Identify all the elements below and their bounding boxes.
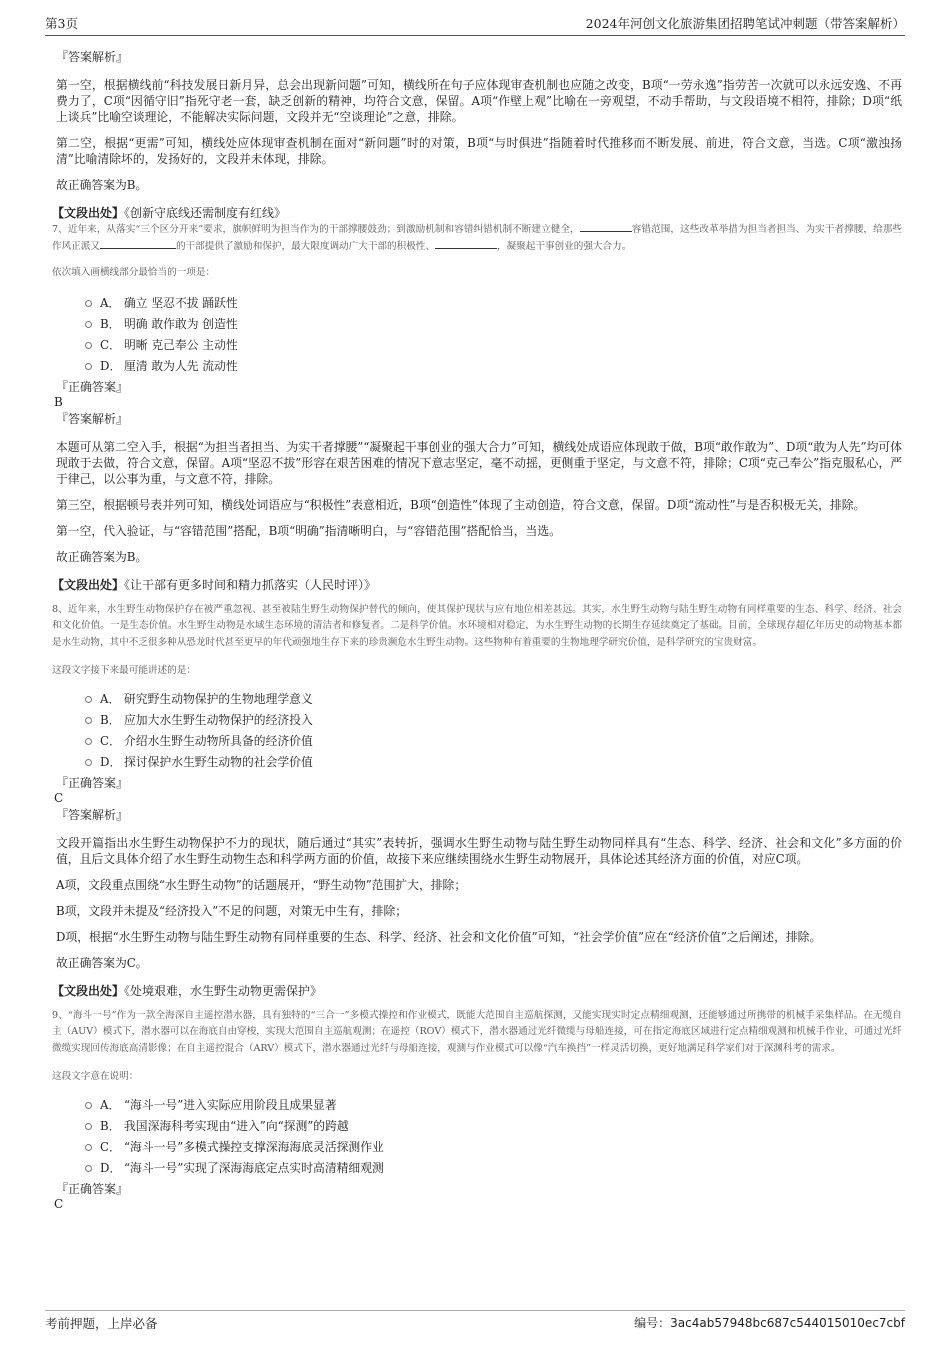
radio-icon[interactable]	[85, 738, 92, 745]
option-d[interactable]: D． 探讨保护水生野生动物的社会学价值	[85, 751, 902, 772]
blank-line	[580, 222, 632, 232]
option-d[interactable]: D． “海斗一号”实现了深海海底定点实时高清精细观测	[85, 1157, 902, 1178]
radio-icon[interactable]	[85, 1102, 92, 1109]
option-c[interactable]: C． 介绍水生野生动物所具备的经济价值	[85, 730, 902, 751]
option-d[interactable]: D． 厘清 敢为人先 流动性	[85, 355, 902, 376]
option-b[interactable]: B． 明确 敢作敢为 创造性	[85, 313, 902, 334]
blank-line	[100, 239, 176, 249]
option-list	[85, 1094, 902, 1178]
analysis-label: 『答案解析』	[56, 411, 129, 426]
radio-icon[interactable]	[85, 342, 92, 349]
option-c[interactable]: C． “海斗一号”多模式操控支撑深海海底灵活探测作业	[85, 1136, 902, 1157]
source-title: 《创新守底线还需制度有红线》	[124, 206, 287, 220]
option-list	[85, 292, 902, 376]
option-a[interactable]: A． 研究野生动物保护的生物地理学意义	[85, 688, 902, 709]
option-list	[85, 688, 902, 772]
stem-text: 7、近年来，从落实“三个区分开来”要求，旗帜鲜明为担当作为的干部撑腰鼓劲；到激励机制和容错纠错机制不断建立健全，	[52, 224, 580, 235]
question-prompt: 这段文字意在说明：	[52, 1071, 139, 1082]
analysis-label: 『答案解析』	[56, 807, 129, 822]
analysis-paragraph: 第二空，根据“更需”可知，横线处应体现审查机制在面对“新问题”时的对策，B项“与时俱进”指随着时代推移而不断发展、前进，符合文意，当选。C项“激浊扬清”比喻清除坏的，发扬好的，文段并未体现，排除。	[56, 136, 902, 166]
option-b[interactable]: B． 我国深海科考实现由“进入”向“探测”的跨越	[85, 1115, 902, 1136]
page-header	[45, 14, 905, 36]
answer-value: C	[54, 790, 64, 805]
answer-value: B	[54, 394, 63, 409]
radio-icon[interactable]	[85, 759, 92, 766]
footer-code	[634, 1314, 905, 1331]
blank-line	[435, 239, 497, 249]
radio-icon[interactable]	[85, 717, 92, 724]
question-stem	[52, 222, 902, 255]
analysis-conclusion: 故正确答案为B。	[56, 178, 148, 192]
answer-label: 『正确答案』	[56, 775, 129, 790]
radio-icon[interactable]	[85, 363, 92, 370]
option-a[interactable]: A． 确立 坚忍不拔 踊跃性	[85, 292, 902, 313]
source-line	[52, 204, 902, 221]
analysis-conclusion: 故正确答案为B。	[56, 549, 148, 564]
stem-text: ，凝聚起干事创业的强大合力。	[497, 240, 632, 252]
radio-icon[interactable]	[85, 1144, 92, 1151]
page-content	[52, 44, 902, 1211]
code-label: 编号：	[634, 1316, 671, 1330]
source-label: 【文段出处】	[52, 983, 125, 998]
radio-icon[interactable]	[85, 1165, 92, 1172]
page-footer	[45, 1310, 905, 1334]
radio-icon[interactable]	[85, 321, 92, 328]
answer-value: C	[54, 1196, 64, 1211]
stem-text: 的干部提供了激励和保护，最大限度调动广大干部的积极性、	[175, 240, 435, 252]
code-value: 3ac4ab57948bc687c544015010ec7cbf	[670, 1316, 905, 1330]
analysis-paragraph: 第一空，代入验证，与“容错范围”搭配，B项“明确”指清晰明白，与“容错范围”搭配恰当，当选。	[56, 523, 561, 538]
analysis-paragraph: 文段开篇指出水生野生动物保护不力的现状，随后通过“其实”表转折，强调水生野生动物与陆生野生动物同样具有“生态、科学、经济、社会和文化”多方面的价值，且后文具体介绍了水生野生动物生态和科学两方面的价值，故接下来应继续围绕水生野生动物展开，具体论述其经济方面的价值，对应C项。	[56, 835, 902, 866]
analysis-paragraph: 第三空，根据顿号表并列可知，横线处词语应与“积极性”表意相近，B项“创造性”体现了主动创造，符合文意，保留。D项“流动性”与是否积极无关，排除。	[56, 497, 866, 512]
answer-label: 『正确答案』	[56, 1181, 129, 1196]
analysis-paragraph: 第一空，根据横线前“科技发展日新月异，总会出现新问题”可知，横线所在句子应体现审查机制也应随之改变，B项“一劳永逸”指劳苦一次就可以永远安逸、不再费力了，C项“因循守旧”指死守老一套，缺乏创新的精神，均符合文意，保留。A项“作壁上观”比喻在一旁观望，不动手帮助，与文段语境不相符，排除；D项“纸上谈兵”比喻空谈理论，不能解决实际问题，文段并无“空谈理论”之意，排除。	[56, 78, 902, 124]
option-a[interactable]: A． “海斗一号”进入实际应用阶段且成果显著	[85, 1094, 902, 1115]
option-b[interactable]: B． 应加大水生野生动物保护的经济投入	[85, 709, 902, 730]
footer-slogan: 考前押题，上岸必备	[45, 1316, 158, 1331]
question-prompt: 这段文字接下来最可能讲述的是：	[52, 665, 196, 676]
answer-label: 『正确答案』	[56, 379, 129, 394]
stem-text: 容错范围，这些改革举措为担当者担当、为实干者撑腰，给那些作风正派又	[52, 224, 902, 252]
page-number: 第3页	[45, 16, 78, 31]
source-title: 《让干部有更多时间和精力抓落实（人民时评）》	[124, 577, 377, 592]
question-prompt: 依次填入画横线部分最恰当的一项是：	[52, 267, 216, 278]
analysis-paragraph: A项，文段重点围绕“水生野生动物”的话题展开，“野生动物”范围扩大，排除；	[56, 877, 467, 892]
source-line	[52, 576, 902, 593]
analysis-paragraph: B项，文段并未提及“经济投入”不足的问题，对策无中生有，排除；	[56, 903, 408, 918]
option-c[interactable]: C． 明晰 克己奉公 主动性	[85, 334, 902, 355]
radio-icon[interactable]	[85, 696, 92, 703]
source-title: 《处境艰难，水生野生动物更需保护》	[124, 983, 323, 998]
radio-icon[interactable]	[85, 300, 92, 307]
analysis-paragraph: 本题可从第二空入手，根据“为担当者担当、为实干者撑腰”“凝聚起干事创业的强大合力”可知，横线处成语应体现敢于做，B项“敢作敢为”、D项“敢为人先”均可体现敢于去做，符合文意，保留。A项“坚忍不拔”形容在艰苦困难的情况下意志坚定，毫不动摇，更侧重于坚定，与文意不符，排除；C项“克己奉公”指克服私心，严于律己，以公事为重，与文意不符，排除。	[56, 439, 902, 486]
source-label: 【文段出处】	[52, 206, 125, 220]
document-title: 2024年河创文化旅游集团招聘笔试冲刺题（带答案解析）	[585, 16, 905, 31]
radio-icon[interactable]	[85, 1123, 92, 1130]
source-line	[52, 982, 902, 999]
analysis-conclusion: 故正确答案为C。	[56, 955, 148, 970]
question-stem: 9、“海斗一号”作为一款全海深自主遥控潜水器，具有独特的“三合一”多模式操控和作业模式，既能大范围自主巡航探测，又能实现实时定点精细观测，还能够通过所携带的机械手采集样品。在无缆自主（AUV）模式下，潜水器可以在海底自由穿梭，实现大范围自主巡航观测；在遥控（ROV）模式下，潜水器通过光纤微缆与母船连接，可在指定海底区域进行定点精细观测和机械手作业，可通过光纤微缆实现回传海底高清影像；在自主遥控混合（ARV）模式下，潜水器通过光纤与母船连接，观测与作业模式可以像“汽车换挡”一样灵活切换，更好地满足科学家们对于深渊科考的需求。	[52, 1009, 902, 1054]
question-stem: 8、近年来，水生野生动物保护存在被严重忽视、甚至被陆生野生动物保护替代的倾向，使其保护现状与应有地位相差甚远。其实，水生野生动物与陆生野生动物有同样重要的生态、科学、经济、社会和文化价值。一是生态价值。水生野生动物是水域生态环境的清洁者和修复者。二是科学价值。水环境相对稳定，为水生野生动物的长期生存延续奠定了基础。目前，全球现存超亿年历史的动物基本都是水生动物，其中不乏很多种从恐龙时代甚至更早的年代顽强地生存下来的珍贵濒危水生野生动物。这些物种有着重要的生物地理学研究价值，是科学研究的宝贵财富。	[52, 603, 902, 648]
analysis-label: 『答案解析』	[56, 50, 129, 64]
source-label: 【文段出处】	[52, 577, 125, 592]
analysis-paragraph: D项，根据“水生野生动物与陆生野生动物有同样重要的生态、科学、经济、社会和文化价值”可知，“社会学价值”应在“经济价值”之后阐述，排除。	[56, 929, 822, 944]
